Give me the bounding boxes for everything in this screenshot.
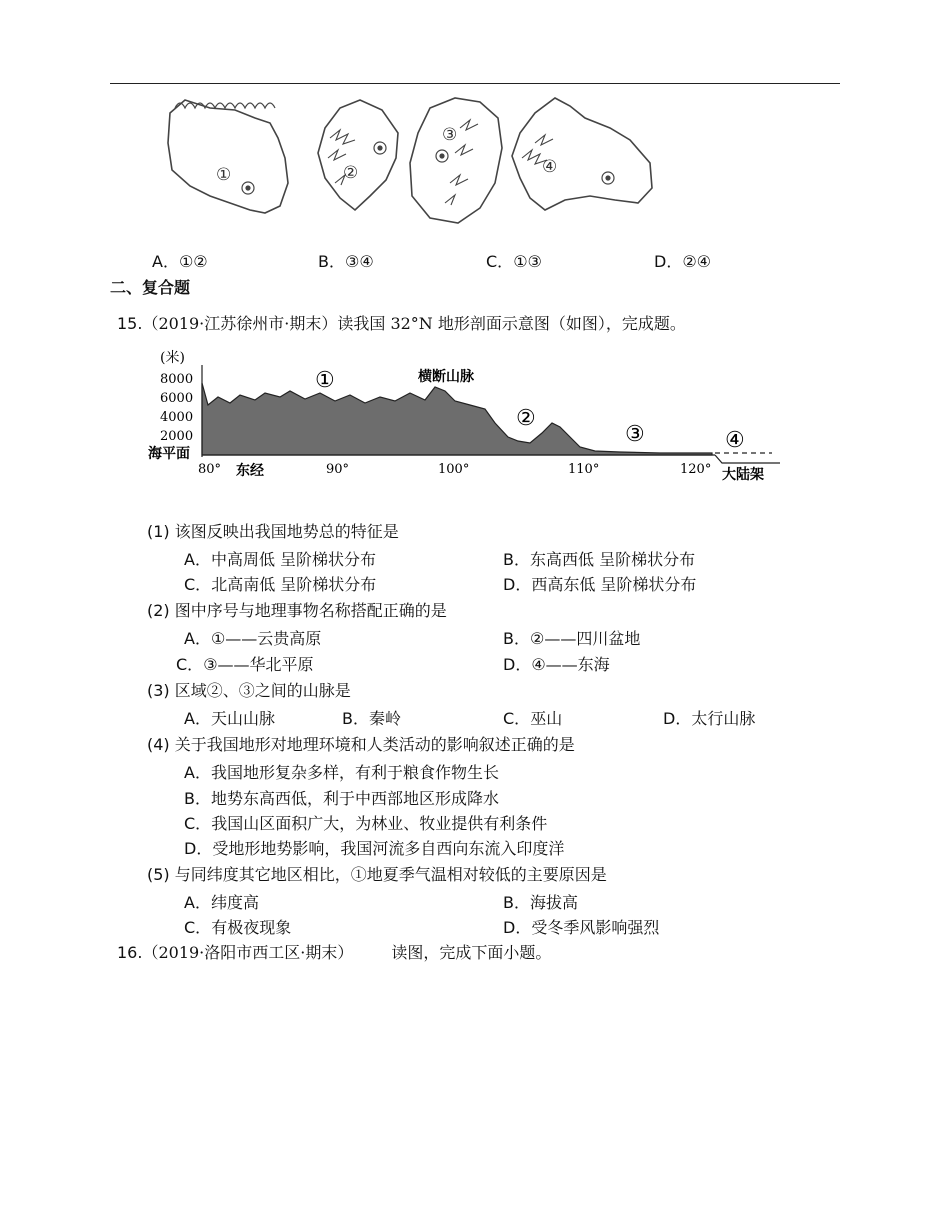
q14-option-a[interactable]: A．①② (152, 252, 208, 271)
q15-stem (117, 314, 686, 334)
q15-sub2-option-d[interactable]: D．④——东海 (503, 655, 610, 674)
y-tick-4000: 4000 (160, 410, 194, 425)
q15-sub1-option-d[interactable]: D．西高东低 呈阶梯状分布 (503, 575, 697, 594)
map-3-outline (410, 98, 502, 223)
q15-sub5-option-a[interactable]: A．纬度高 (184, 893, 259, 912)
marker-4: ④ (725, 428, 745, 453)
q15-sub1: (1) 该图反映出我国地势总的特征是 (147, 522, 399, 541)
y-tick-2000: 2000 (160, 429, 194, 444)
q15-sub1-option-c[interactable]: C．北高南低 呈阶梯状分布 (184, 575, 377, 594)
y-tick-8000: 8000 (160, 372, 194, 387)
q16-text: 读图，完成下面小题。 (391, 943, 552, 962)
q15-sub4-option-c[interactable]: C．我国山区面积广大，为林业、牧业提供有利条件 (184, 814, 548, 833)
q16-number: 16. (117, 943, 143, 962)
sea-level-label: 海平面 (148, 446, 190, 462)
q15-sub5-option-c[interactable]: C．有极夜现象 (184, 918, 292, 937)
q15-sub4-option-b[interactable]: B．地势东高西低，利于中西部地区形成降水 (184, 789, 499, 808)
x-tick-90: 90° (326, 462, 350, 477)
q15-sub3-option-c[interactable]: C．巫山 (503, 709, 563, 728)
q15-sub2-option-c[interactable]: C．③——华北平原 (176, 655, 314, 674)
map-4-outline (512, 98, 652, 210)
map-2-outline (318, 100, 398, 210)
q14-option-d[interactable]: D．②④ (654, 252, 712, 271)
q15-source: （2019·江苏徐州市·期末） (142, 314, 338, 333)
x-tick-110: 110° (568, 462, 600, 477)
q15-sub5-option-b[interactable]: B．海拔高 (503, 893, 578, 912)
q15-sub4-option-d[interactable]: D．受地形地势影响，我国河流多自西向东流入印度洋 (184, 839, 565, 858)
q16-source: （2019·洛阳市西工区·期末） (142, 943, 354, 962)
marker-1: ① (315, 368, 335, 393)
q15-sub4-option-a[interactable]: A．我国地形复杂多样，有利于粮食作物生长 (184, 763, 499, 782)
map-1-mountains (175, 103, 275, 108)
x-tick-100: 100° (438, 462, 470, 477)
x-axis-label: 东经 (236, 463, 264, 479)
q15-sub3-option-a[interactable]: A．天山山脉 (184, 709, 275, 728)
header-rule (110, 83, 840, 84)
q15-sub3: (3) 区域②、③之间的山脉是 (147, 681, 351, 700)
map-1-label: ① (216, 165, 232, 185)
q16-stem (117, 943, 551, 963)
province-maps-figure (160, 88, 660, 228)
terrain-profile-chart (140, 345, 780, 485)
q15-sub2-option-b[interactable]: B．②——四川盆地 (503, 629, 641, 648)
q15-text: 读我国 32°N 地形剖面示意图（如图），完成题。 (337, 314, 686, 333)
shelf-label: 大陆架 (722, 467, 764, 483)
marker-3: ③ (625, 422, 645, 447)
y-tick-6000: 6000 (160, 391, 194, 406)
x-tick-80: 80° (198, 462, 222, 477)
q15-sub2: (2) 图中序号与地理事物名称搭配正确的是 (147, 601, 447, 620)
q15-sub3-option-d[interactable]: D．太行山脉 (663, 709, 756, 728)
map-4-label: ④ (542, 157, 558, 177)
q15-sub5-option-d[interactable]: D．受冬季风影响强烈 (503, 918, 660, 937)
marker-2: ② (516, 406, 536, 431)
q15-sub1-option-b[interactable]: B．东高西低 呈阶梯状分布 (503, 550, 696, 569)
map-2-label: ② (343, 163, 359, 183)
section-title: 二、复合题 (110, 278, 191, 297)
q15-sub3-option-b[interactable]: B．秦岭 (342, 709, 401, 728)
q15-sub2-option-a[interactable]: A．①——云贵高原 (184, 629, 322, 648)
x-tick-120: 120° (680, 462, 712, 477)
q15-number: 15. (117, 314, 143, 333)
mountain-label: 横断山脉 (418, 369, 474, 385)
shelf-line (715, 455, 780, 463)
q14-option-b[interactable]: B．③④ (318, 252, 374, 271)
q14-option-c[interactable]: C．①③ (486, 252, 542, 271)
map-1-outline (168, 100, 288, 213)
y-unit-label: (米) (160, 350, 185, 366)
map-3-label: ③ (442, 125, 458, 145)
q15-sub1-option-a[interactable]: A．中高周低 呈阶梯状分布 (184, 550, 377, 569)
q15-sub4: (4) 关于我国地形对地理环境和人类活动的影响叙述正确的是 (147, 735, 575, 754)
q15-sub5: (5) 与同纬度其它地区相比，①地夏季气温相对较低的主要原因是 (147, 865, 607, 884)
